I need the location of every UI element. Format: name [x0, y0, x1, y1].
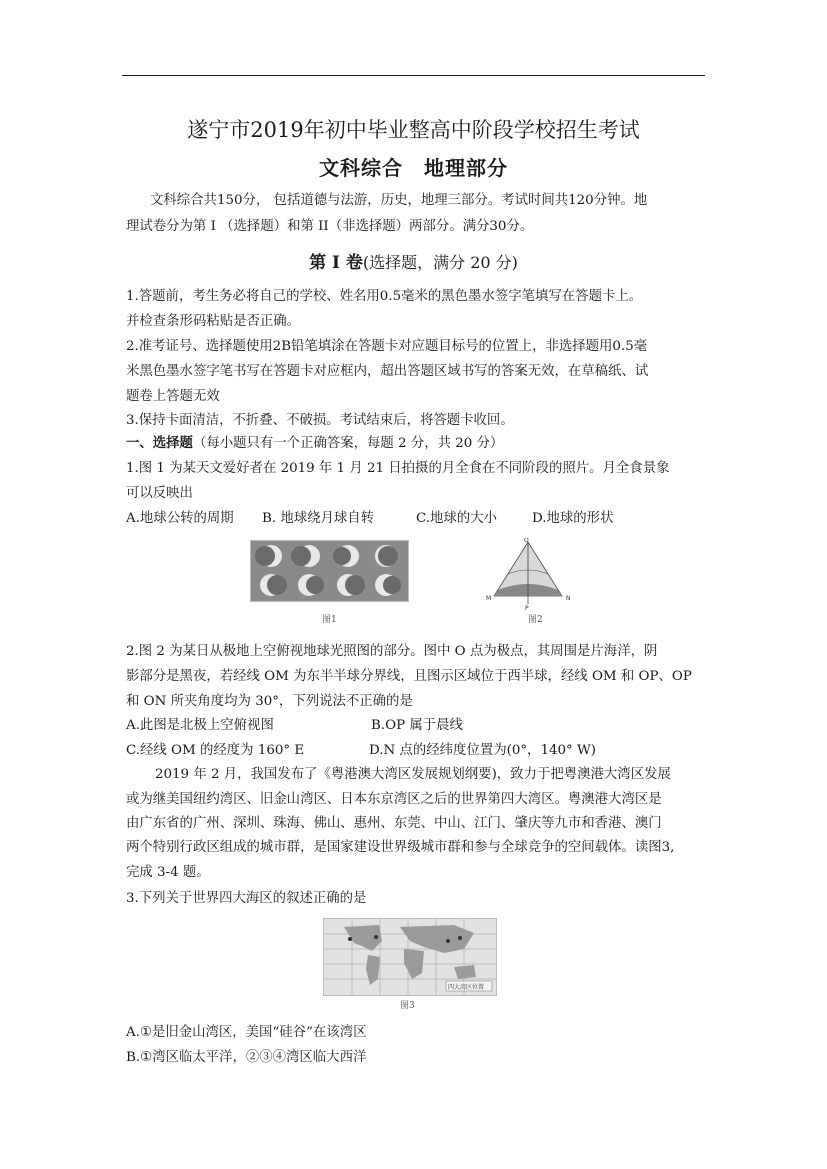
- q2-stem-line-1: 2.图 2 为某日从极地上空俯视地球光照图的部分。图中 O 点为极点，其周围是片海洋，阴: [126, 644, 658, 659]
- section-title-rest: (选择题，满分 20 分): [362, 253, 518, 272]
- figure-2-polar-diagram: [478, 538, 578, 610]
- q1-option-c: C.地球的大小: [416, 511, 497, 526]
- note-line-3: 2.准考证号、选择题使用2B铅笔填涂在答题卡对应题目标号的位置上，非选择题用0.5毫: [126, 339, 648, 354]
- passage-line-1: 2019 年 2 月，我国发布了《粤港澳大湾区发展规划纲要)，致力于把粤澳港大湾区发展: [155, 767, 671, 782]
- label-n: N: [566, 595, 571, 602]
- label-p: P: [525, 605, 529, 610]
- q3-option-b: B.①湾区临太平洋，②③④湾区临大西洋: [126, 1050, 367, 1065]
- label-o: O: [524, 538, 529, 544]
- figure-3-world-map: [323, 918, 497, 996]
- q3-stem: 3.下列关于世界四大海区的叙述正确的是: [126, 891, 367, 906]
- page-title: 遂宁市2019年初中毕业整高中阶段学校招生考试: [187, 118, 640, 142]
- q2-stem-line-3: 和 ON 所夹角度均为 30°，下列说法不正确的是: [126, 694, 413, 709]
- page-subtitle: 文科综合 地理部分: [319, 156, 508, 180]
- q2-option-d: D.N 点的经纬度位置为(0°，140° W): [369, 743, 596, 758]
- q2-stem-line-2: 影部分是黑夜，若经线 OM 为东半半球分界线，且图示区域位于西半球，经线 OM 和 OP、OP: [126, 669, 692, 684]
- intro-line-2: 理试卷分为第 I （选择题）和第 II（非选择题）两部分。满分30分。: [126, 219, 534, 234]
- q1-stem-line-2: 可以反映出: [126, 486, 193, 501]
- figure-3-caption: 图3: [400, 1001, 415, 1011]
- world-map-svg: [324, 919, 496, 995]
- q2-option-a: A.此图是北极上空俯视图: [126, 718, 274, 733]
- q1-option-d: D.地球的形状: [532, 511, 614, 526]
- q1-option-b: B. 地球绕月球自转: [262, 511, 375, 526]
- q2-option-c: C.经线 OM 的经度为 160° E: [126, 743, 305, 758]
- passage-line-2: 或为继美国纽约湾区、旧金山湾区、日本东京湾区之后的世界第四大湾区。粤澳港大湾区是: [126, 792, 662, 807]
- intro-line-1: 文科综合共150分， 包括道德与法游，历史，地理三部分。考试时间共120分钟。地: [150, 193, 648, 208]
- passage-line-3: 由广东省的广州、深圳、珠海、佛山、惠州、东莞、中山、江门、肇庆等九市和香港、澳门: [126, 816, 662, 831]
- top-rule: [122, 75, 705, 76]
- note-line-2: 并检查条形码粘贴是否正确。: [126, 314, 301, 329]
- part-heading-bold: 一、选择题: [126, 435, 193, 451]
- q2-option-b: B.OP 属于晨线: [371, 718, 463, 733]
- q1-option-a: A.地球公转的周期: [126, 511, 234, 526]
- note-line-4: 米黑色墨水签字笔书写在答题卡对应框内，超出答题区域书写的答案无效，在草稿纸、试: [126, 364, 649, 379]
- section-title: [0, 248, 827, 273]
- figure-2-caption: 图2: [528, 615, 543, 625]
- note-line-1: 1.答题前，考生务必将自己的学校、姓名用0.5毫米的黑色墨水签字笔填写在答题卡上。: [126, 289, 643, 304]
- q1-stem-line-1: 1.图 1 为某天文爱好者在 2019 年 1 月 21 日拍摄的月全食在不同阶段的照片。月全食景象: [126, 461, 670, 476]
- part-heading: [126, 432, 503, 451]
- lunar-eclipse-photos: [251, 541, 408, 601]
- passage-line-4: 两个特别行政区组成的城市群，是国家建设世界级城市群和参与全球竞争的空间载体。读图3,: [126, 840, 675, 855]
- note-line-5: 题卷上答题无效: [126, 389, 220, 404]
- figure-1-lunar-eclipse: [250, 540, 409, 602]
- q3-option-a: A.①是旧金山湾区，美国“硅谷”在该湾区: [126, 1025, 367, 1040]
- figure-1-caption: 图1: [322, 615, 337, 625]
- polar-sector-svg: [478, 538, 578, 610]
- part-heading-rest: （每小题只有一个正确答案，每题 2 分，共 20 分）: [192, 436, 504, 451]
- note-line-6: 3.保持卡面清洁，不折叠、不破损。考试结束后，将答题卡收回。: [126, 413, 514, 428]
- section-title-bold: 第 I 卷: [309, 253, 363, 273]
- passage-line-5: 完成 3-4 题。: [126, 865, 210, 880]
- map-legend: 四大湾区位置: [448, 984, 485, 991]
- label-m: M: [486, 595, 492, 602]
